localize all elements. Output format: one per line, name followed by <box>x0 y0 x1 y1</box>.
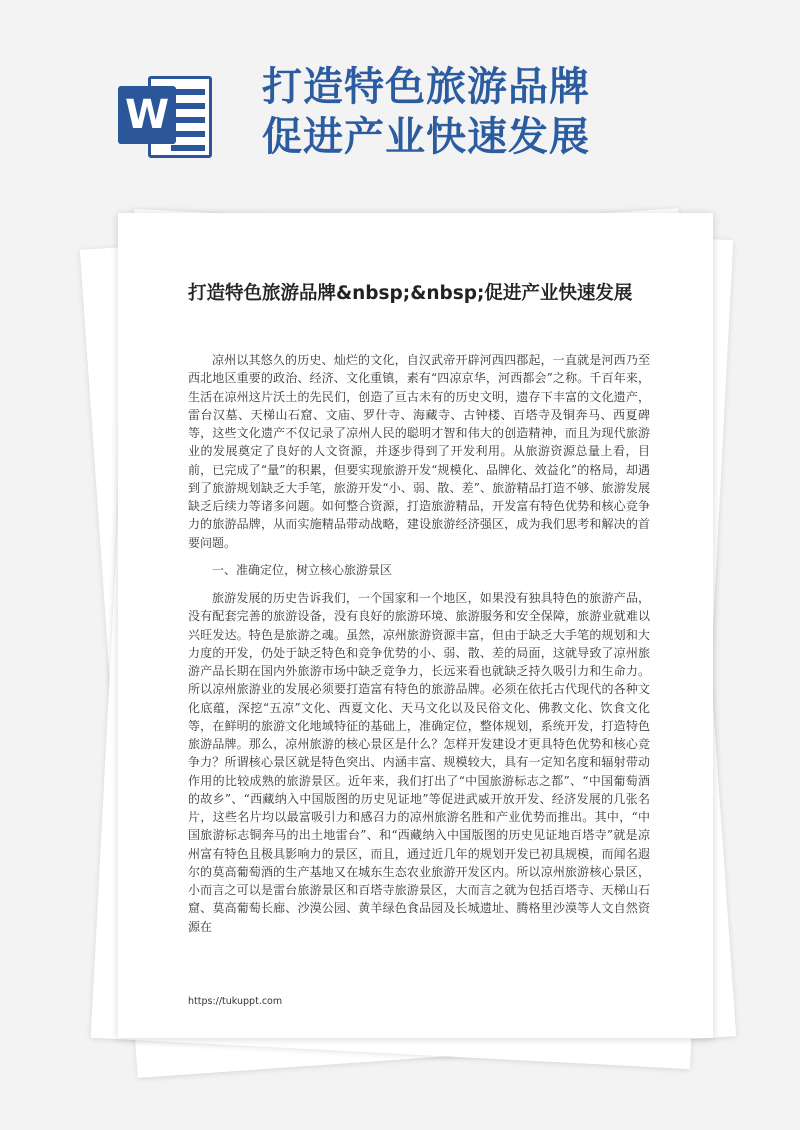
word-badge <box>118 86 176 144</box>
section-heading: 一、准确定位，树立核心旅游景区 <box>212 562 393 577</box>
footer-url: https://tukuppt.com <box>188 996 283 1007</box>
banner <box>0 0 800 215</box>
document-body <box>188 351 650 945</box>
banner-title <box>262 62 782 162</box>
paragraph-section-one: 旅游发展的历史告诉我们，一个国家和一个地区，如果没有独具特色的旅游产品，没有配套完善的旅游设备，没有良好的旅游环境、旅游服务和安全保障，旅游业就难以兴旺发达。特色是旅游之魂。虽然，凉州旅游资源丰富，但由于缺乏大手笔的规划和大力度的开发，仍处于缺乏特色和竞争优势的小、弱、散、差的局面，这就导致了凉州旅游产品长期在国内外旅游市场中缺乏竞争力，长远来看也就缺乏持久吸引力和生命力。所以凉州旅游业的发展必须要打造富有特色的旅游品牌。必须在依托古代现代的各种文化底蕴，深挖“五凉”文化、西夏文化、天马文化以及民俗文化、佛教文化、饮食文化等，在鲜明的旅游文化地域特征的基础上，准确定位，整体规划，系统开发，打造特色旅游品牌。那么，凉州旅游的核心景区是什么？怎样开发建设才更具特色优势和核心竞争力？所谓核心景区就是特色突出、内涵丰富、规模较大，具有一定知名度和辐射带动作用的比较成熟的旅游景区。近年来，我们打出了“中国旅游标志之都”、“中国葡萄酒的故乡”、“西藏纳入中国版图的历史见证地”等促进武威开放开发、经济发展的几张名片，这些名片均以最富吸引力和感召力的凉州旅游名胜和产业优势而推出。其中，“中国旅游标志铜奔马的出土地雷台”、和“西藏纳入中国版图的历史见证地百塔寺”就是凉州富有特色且极具影响力的景区，而且，通过近几年的规划开发已初具规模，而闻名遐尔的莫高葡萄酒的生产基地又在城东生态农业旅游开发区内。所以凉州旅游核心景区，小而言之可以是雷台旅游景区和百塔寺旅游景区，大而言之就为包括百塔寺、天梯山石窟、莫高葡萄长廊、沙漠公园、黄羊绿色食品园及长城遗址、腾格里沙漠等人文自然资源在 <box>188 591 650 934</box>
document-page <box>118 213 713 1038</box>
word-document-icon <box>118 70 218 160</box>
paragraph-intro: 凉州以其悠久的历史、灿烂的文化，自汉武帝开辟河西四郡起，一直就是河西乃至西北地区重要的政治、经济、文化重镇，素有“四凉京华，河西都会”之称。千百年来，生活在凉州这片沃土的先民们，创造了亘古未有的历史文明，遗存下丰富的文化遗产，雷台汉墓、天梯山石窟、文庙、罗什寺、海藏寺、古钟楼、百塔寺及铜奔马、西夏碑等，这些文化遗产不仅记录了凉州人民的聪明才智和伟大的创造精神，而且为现代旅游业的发展奠定了良好的人文资源，并逐步得到了开发利用。从旅游资源总量上看，目前，已完成了“量”的积累，但要实现旅游开发“规模化、品牌化、效益化”的格局，却遇到了旅游规划缺乏大手笔，旅游开发“小、弱、散、差”、旅游精品打造不够、旅游发展缺乏后续力等诸多问题。如何整合资源，打造旅游精品，开发富有特色优势和核心竞争力的旅游品牌，从而实施精品带动战略，建设旅游经济强区，成为我们思考和解决的首要问题。 <box>188 353 650 550</box>
banner-title-line-2: 促进产业快速发展 <box>262 114 590 160</box>
banner-title-line-1: 打造特色旅游品牌 <box>262 64 590 110</box>
document-title: 打造特色旅游品牌&nbsp;&nbsp;促进产业快速发展 <box>188 283 633 304</box>
word-logo-letter: W <box>124 92 170 138</box>
